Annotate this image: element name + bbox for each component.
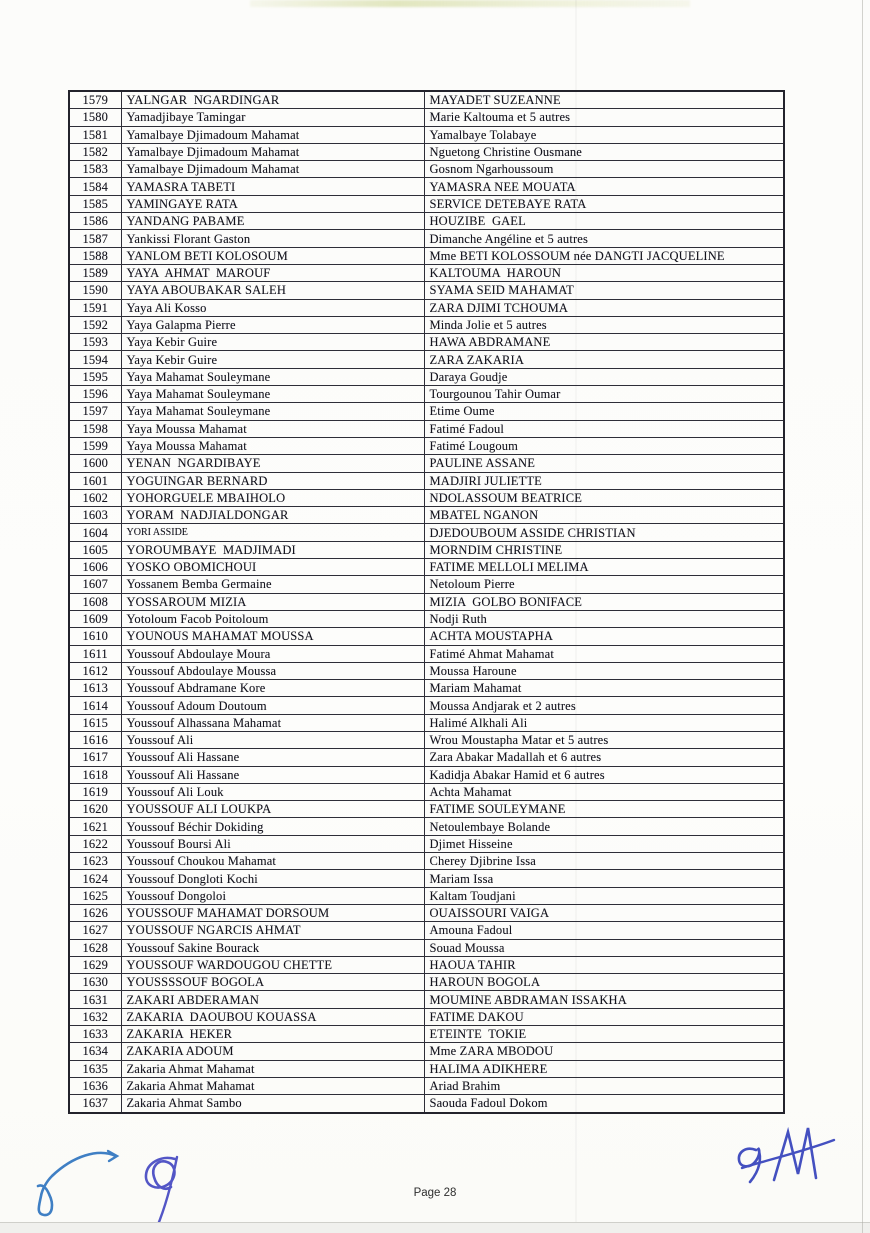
row-number-cell: 1632 [69, 1008, 121, 1025]
table-row [69, 766, 784, 783]
page-number: Page 28 [413, 1187, 457, 1199]
beneficiary-name-cell: Moussa Haroune [424, 662, 784, 679]
signature-right [722, 1122, 847, 1194]
row-number-cell: 1606 [69, 559, 121, 576]
declarant-name-cell: YALNGAR NGARDINGAR [121, 91, 424, 109]
declarant-name-cell: Youssouf Abdramane Kore [121, 680, 424, 697]
beneficiary-name-cell: Nguetong Christine Ousmane [424, 143, 784, 160]
table-row [69, 887, 784, 904]
table-row [69, 870, 784, 887]
beneficiary-name-cell: Djimet Hisseine [424, 835, 784, 852]
beneficiary-name-cell: Tourgounou Tahir Oumar [424, 386, 784, 403]
beneficiary-name-cell: Netoulembaye Bolande [424, 818, 784, 835]
row-number-cell: 1614 [69, 697, 121, 714]
row-number-cell: 1623 [69, 853, 121, 870]
row-number-cell: 1622 [69, 835, 121, 852]
table-row [69, 559, 784, 576]
declarant-name-cell: Yamalbaye Djimadoum Mahamat [121, 143, 424, 160]
declarant-name-cell: Youssouf Choukou Mahamat [121, 853, 424, 870]
table-row [69, 455, 784, 472]
declarant-name-cell: YENAN NGARDIBAYE [121, 455, 424, 472]
scan-ink-bleed-artifact [250, 0, 690, 7]
beneficiary-name-cell: Nodji Ruth [424, 610, 784, 627]
row-number-cell: 1617 [69, 749, 121, 766]
table-row [69, 334, 784, 351]
table-row [69, 368, 784, 385]
row-number-cell: 1625 [69, 887, 121, 904]
declarant-name-cell: YAMINGAYE RATA [121, 195, 424, 212]
table-row [69, 628, 784, 645]
beneficiary-name-cell: OUAISSOURI VAIGA [424, 904, 784, 921]
beneficiary-name-cell: FATIME DAKOU [424, 1008, 784, 1025]
row-number-cell: 1602 [69, 489, 121, 506]
beneficiary-name-cell: Achta Mahamat [424, 783, 784, 800]
table-row [69, 697, 784, 714]
row-number-cell: 1615 [69, 714, 121, 731]
beneficiary-name-cell: Marie Kaltouma et 5 autres [424, 109, 784, 126]
table-row [69, 437, 784, 454]
row-number-cell: 1628 [69, 939, 121, 956]
names-table-body [69, 91, 784, 1113]
declarant-name-cell: ZAKARIA DAOUBOU KOUASSA [121, 1008, 424, 1025]
declarant-name-cell: Yaya Mahamat Souleymane [121, 368, 424, 385]
beneficiary-name-cell: Fatimé Ahmat Mahamat [424, 645, 784, 662]
beneficiary-name-cell: Yamalbaye Tolabaye [424, 126, 784, 143]
declarant-name-cell: YOGUINGAR BERNARD [121, 472, 424, 489]
declarant-name-cell: ZAKARIA ADOUM [121, 1043, 424, 1060]
beneficiary-name-cell: ZARA DJIMI TCHOUMA [424, 299, 784, 316]
declarant-name-cell: YOUNOUS MAHAMAT MOUSSA [121, 628, 424, 645]
table-row [69, 801, 784, 818]
row-number-cell: 1631 [69, 991, 121, 1008]
beneficiary-name-cell: Moussa Andjarak et 2 autres [424, 697, 784, 714]
table-row [69, 749, 784, 766]
row-number-cell: 1598 [69, 420, 121, 437]
row-number-cell: 1585 [69, 195, 121, 212]
row-number-cell: 1633 [69, 1026, 121, 1043]
declarant-name-cell: YOHORGUELE MBAIHOLO [121, 489, 424, 506]
page-edge-shadow [0, 1222, 870, 1233]
beneficiary-name-cell: MORNDIM CHRISTINE [424, 541, 784, 558]
table-row [69, 1095, 784, 1113]
declarant-name-cell: Youssouf Ali Louk [121, 783, 424, 800]
declarant-name-cell: YOUSSSSOUF BOGOLA [121, 974, 424, 991]
table-row [69, 593, 784, 610]
row-number-cell: 1595 [69, 368, 121, 385]
row-number-cell: 1616 [69, 731, 121, 748]
table-row [69, 507, 784, 524]
page-edge-line [862, 0, 863, 1233]
table-row [69, 645, 784, 662]
row-number-cell: 1586 [69, 213, 121, 230]
row-number-cell: 1583 [69, 161, 121, 178]
table-row [69, 126, 784, 143]
declarant-name-cell: Youssouf Adoum Doutoum [121, 697, 424, 714]
declarant-name-cell: Youssouf Dongoloi [121, 887, 424, 904]
row-number-cell: 1637 [69, 1095, 121, 1113]
declarant-name-cell: Yankissi Florant Gaston [121, 230, 424, 247]
row-number-cell: 1581 [69, 126, 121, 143]
beneficiary-name-cell: Souad Moussa [424, 939, 784, 956]
beneficiary-name-cell: Netoloum Pierre [424, 576, 784, 593]
row-number-cell: 1627 [69, 922, 121, 939]
row-number-cell: 1592 [69, 316, 121, 333]
declarant-name-cell: YAYA ABOUBAKAR SALEH [121, 282, 424, 299]
row-number-cell: 1601 [69, 472, 121, 489]
declarant-name-cell: Yaya Galapma Pierre [121, 316, 424, 333]
row-number-cell: 1593 [69, 334, 121, 351]
beneficiary-name-cell: Kadidja Abakar Hamid et 6 autres [424, 766, 784, 783]
table-row [69, 731, 784, 748]
beneficiary-name-cell: Fatimé Lougoum [424, 437, 784, 454]
table-row [69, 351, 784, 368]
declarant-name-cell: YOUSSOUF NGARCIS AHMAT [121, 922, 424, 939]
table-row [69, 922, 784, 939]
beneficiary-name-cell: ETEINTE TOKIE [424, 1026, 784, 1043]
table-row [69, 835, 784, 852]
beneficiary-name-cell: HAOUA TAHIR [424, 956, 784, 973]
row-number-cell: 1603 [69, 507, 121, 524]
table-row [69, 904, 784, 921]
row-number-cell: 1611 [69, 645, 121, 662]
table-row [69, 213, 784, 230]
row-number-cell: 1580 [69, 109, 121, 126]
row-number-cell: 1621 [69, 818, 121, 835]
declarant-name-cell: Youssouf Abdoulaye Moura [121, 645, 424, 662]
beneficiary-name-cell: MOUMINE ABDRAMAN ISSAKHA [424, 991, 784, 1008]
row-number-cell: 1582 [69, 143, 121, 160]
beneficiary-name-cell: Mariam Mahamat [424, 680, 784, 697]
declarant-name-cell: Youssouf Ali Hassane [121, 749, 424, 766]
declarant-name-cell: Youssouf Abdoulaye Moussa [121, 662, 424, 679]
row-number-cell: 1624 [69, 870, 121, 887]
declarant-name-cell: Yamalbaye Djimadoum Mahamat [121, 126, 424, 143]
beneficiary-name-cell: Wrou Moustapha Matar et 5 autres [424, 731, 784, 748]
row-number-cell: 1610 [69, 628, 121, 645]
declarant-name-cell: Yotoloum Facob Poitoloum [121, 610, 424, 627]
row-number-cell: 1584 [69, 178, 121, 195]
table-row [69, 1043, 784, 1060]
table-row [69, 783, 784, 800]
table-row [69, 489, 784, 506]
table-row [69, 247, 784, 264]
table-row [69, 610, 784, 627]
row-number-cell: 1608 [69, 593, 121, 610]
table-row [69, 576, 784, 593]
table-row [69, 161, 784, 178]
table-row [69, 109, 784, 126]
row-number-cell: 1635 [69, 1060, 121, 1077]
table-row [69, 230, 784, 247]
beneficiary-name-cell: MBATEL NGANON [424, 507, 784, 524]
declarant-name-cell: Yamalbaye Djimadoum Mahamat [121, 161, 424, 178]
beneficiary-name-cell: Kaltam Toudjani [424, 887, 784, 904]
table-row [69, 853, 784, 870]
row-number-cell: 1607 [69, 576, 121, 593]
names-table [68, 90, 785, 1114]
beneficiary-name-cell: NDOLASSOUM BEATRICE [424, 489, 784, 506]
beneficiary-name-cell: HAROUN BOGOLA [424, 974, 784, 991]
beneficiary-name-cell: MADJIRI JULIETTE [424, 472, 784, 489]
beneficiary-name-cell: Ariad Brahim [424, 1077, 784, 1094]
declarant-name-cell: YOUSSOUF ALI LOUKPA [121, 801, 424, 818]
table-row [69, 178, 784, 195]
declarant-name-cell: YANDANG PABAME [121, 213, 424, 230]
table-row [69, 386, 784, 403]
row-number-cell: 1588 [69, 247, 121, 264]
declarant-name-cell: Yaya Kebir Guire [121, 351, 424, 368]
beneficiary-name-cell: HAWA ABDRAMANE [424, 334, 784, 351]
table-row [69, 299, 784, 316]
beneficiary-name-cell: Halimé Alkhali Ali [424, 714, 784, 731]
row-number-cell: 1613 [69, 680, 121, 697]
declarant-name-cell: Youssouf Ali [121, 731, 424, 748]
table-row [69, 991, 784, 1008]
declarant-name-cell: YORI ASSIDE [121, 524, 424, 541]
beneficiary-name-cell: SERVICE DETEBAYE RATA [424, 195, 784, 212]
beneficiary-name-cell: Gosnom Ngarhoussoum [424, 161, 784, 178]
declarant-name-cell: Youssouf Ali Hassane [121, 766, 424, 783]
declarant-name-cell: Yossanem Bemba Germaine [121, 576, 424, 593]
beneficiary-name-cell: FATIME SOULEYMANE [424, 801, 784, 818]
declarant-name-cell: YORAM NADJIALDONGAR [121, 507, 424, 524]
table-row [69, 195, 784, 212]
beneficiary-name-cell: ACHTA MOUSTAPHA [424, 628, 784, 645]
declarant-name-cell: Yaya Kebir Guire [121, 334, 424, 351]
beneficiary-name-cell: Fatimé Fadoul [424, 420, 784, 437]
declarant-name-cell: YOROUMBAYE MADJIMADI [121, 541, 424, 558]
row-number-cell: 1609 [69, 610, 121, 627]
row-number-cell: 1600 [69, 455, 121, 472]
row-number-cell: 1587 [69, 230, 121, 247]
table-row [69, 403, 784, 420]
beneficiary-name-cell: MIZIA GOLBO BONIFACE [424, 593, 784, 610]
row-number-cell: 1619 [69, 783, 121, 800]
table-row [69, 714, 784, 731]
declarant-name-cell: Yaya Mahamat Souleymane [121, 386, 424, 403]
beneficiary-name-cell: DJEDOUBOUM ASSIDE CHRISTIAN [424, 524, 784, 541]
declarant-name-cell: Yaya Moussa Mahamat [121, 420, 424, 437]
table-row [69, 1026, 784, 1043]
table-row [69, 541, 784, 558]
beneficiary-name-cell: Mariam Issa [424, 870, 784, 887]
row-number-cell: 1604 [69, 524, 121, 541]
row-number-cell: 1612 [69, 662, 121, 679]
beneficiary-name-cell: FATIME MELLOLI MELIMA [424, 559, 784, 576]
table-row [69, 662, 784, 679]
declarant-name-cell: Zakaria Ahmat Sambo [121, 1095, 424, 1113]
declarant-name-cell: Zakaria Ahmat Mahamat [121, 1077, 424, 1094]
declarant-name-cell: Zakaria Ahmat Mahamat [121, 1060, 424, 1077]
row-number-cell: 1618 [69, 766, 121, 783]
row-number-cell: 1599 [69, 437, 121, 454]
row-number-cell: 1594 [69, 351, 121, 368]
declarant-name-cell: YOUSSOUF WARDOUGOU CHETTE [121, 956, 424, 973]
table-row [69, 524, 784, 541]
beneficiary-name-cell: Zara Abakar Madallah et 6 autres [424, 749, 784, 766]
beneficiary-name-cell: ZARA ZAKARIA [424, 351, 784, 368]
declarant-name-cell: Youssouf Sakine Bourack [121, 939, 424, 956]
beneficiary-name-cell: HOUZIBE GAEL [424, 213, 784, 230]
declarant-name-cell: Yaya Mahamat Souleymane [121, 403, 424, 420]
beneficiary-name-cell: Saouda Fadoul Dokom [424, 1095, 784, 1113]
declarant-name-cell: YOSKO OBOMICHOUI [121, 559, 424, 576]
table-row [69, 472, 784, 489]
beneficiary-name-cell: PAULINE ASSANE [424, 455, 784, 472]
declarant-name-cell: YAYA AHMAT MAROUF [121, 264, 424, 281]
beneficiary-name-cell: Amouna Fadoul [424, 922, 784, 939]
table-row [69, 264, 784, 281]
table-row [69, 91, 784, 109]
declarant-name-cell: YOSSAROUM MIZIA [121, 593, 424, 610]
declarant-name-cell: Yaya Moussa Mahamat [121, 437, 424, 454]
table-row [69, 143, 784, 160]
beneficiary-name-cell: HALIMA ADIKHERE [424, 1060, 784, 1077]
beneficiary-name-cell: Minda Jolie et 5 autres [424, 316, 784, 333]
row-number-cell: 1596 [69, 386, 121, 403]
table-row [69, 974, 784, 991]
row-number-cell: 1590 [69, 282, 121, 299]
row-number-cell: 1579 [69, 91, 121, 109]
table-row [69, 282, 784, 299]
table-row [69, 1077, 784, 1094]
signature-center-left [133, 1153, 203, 1233]
row-number-cell: 1605 [69, 541, 121, 558]
beneficiary-name-cell: Daraya Goudje [424, 368, 784, 385]
beneficiary-name-cell: MAYADET SUZEANNE [424, 91, 784, 109]
beneficiary-name-cell: Mme BETI KOLOSSOUM née DANGTI JACQUELINE [424, 247, 784, 264]
row-number-cell: 1634 [69, 1043, 121, 1060]
declarant-name-cell: Youssouf Boursi Ali [121, 835, 424, 852]
declarant-name-cell: YANLOM BETI KOLOSOUM [121, 247, 424, 264]
declarant-name-cell: Yaya Ali Kosso [121, 299, 424, 316]
declarant-name-cell: ZAKARI ABDERAMAN [121, 991, 424, 1008]
table-row [69, 1060, 784, 1077]
table-row [69, 1008, 784, 1025]
table-row [69, 316, 784, 333]
row-number-cell: 1597 [69, 403, 121, 420]
row-number-cell: 1636 [69, 1077, 121, 1094]
beneficiary-name-cell: Mme ZARA MBODOU [424, 1043, 784, 1060]
beneficiary-name-cell: Etime Oume [424, 403, 784, 420]
table-row [69, 939, 784, 956]
table-row [69, 956, 784, 973]
row-number-cell: 1629 [69, 956, 121, 973]
declarant-name-cell: Youssouf Béchir Dokiding [121, 818, 424, 835]
beneficiary-name-cell: SYAMA SEID MAHAMAT [424, 282, 784, 299]
table-row [69, 818, 784, 835]
signature-left [28, 1142, 128, 1224]
beneficiary-name-cell: Dimanche Angéline et 5 autres [424, 230, 784, 247]
declarant-name-cell: Youssouf Alhassana Mahamat [121, 714, 424, 731]
declarant-name-cell: YAMASRA TABETI [121, 178, 424, 195]
declarant-name-cell: ZAKARIA HEKER [121, 1026, 424, 1043]
beneficiary-name-cell: YAMASRA NEE MOUATA [424, 178, 784, 195]
declarant-name-cell: Yamadjibaye Tamingar [121, 109, 424, 126]
declarant-name-cell: Youssouf Dongloti Kochi [121, 870, 424, 887]
row-number-cell: 1589 [69, 264, 121, 281]
table-row [69, 420, 784, 437]
row-number-cell: 1620 [69, 801, 121, 818]
row-number-cell: 1626 [69, 904, 121, 921]
beneficiary-name-cell: KALTOUMA HAROUN [424, 264, 784, 281]
row-number-cell: 1630 [69, 974, 121, 991]
row-number-cell: 1591 [69, 299, 121, 316]
table-row [69, 680, 784, 697]
beneficiary-name-cell: Cherey Djibrine Issa [424, 853, 784, 870]
declarant-name-cell: YOUSSOUF MAHAMAT DORSOUM [121, 904, 424, 921]
